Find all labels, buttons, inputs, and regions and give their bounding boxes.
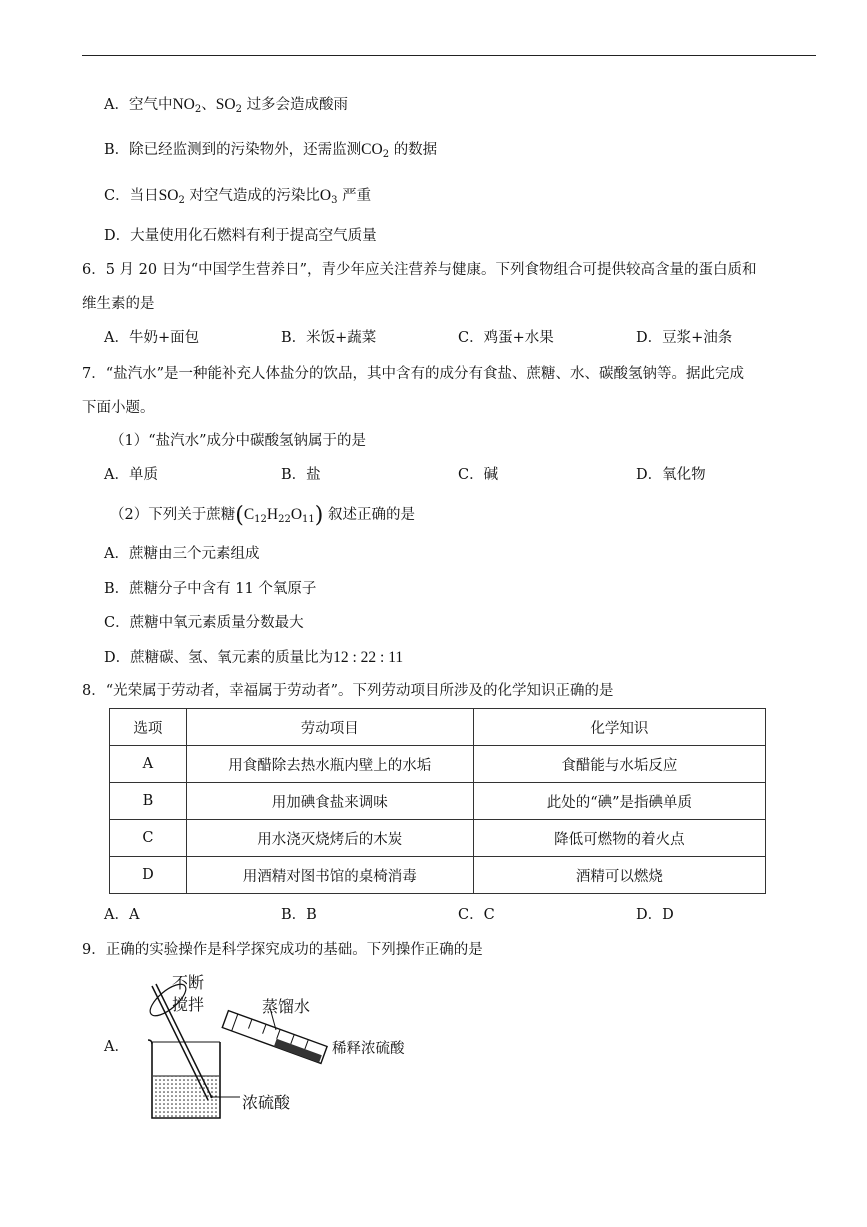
q7-sub2-option-c: C．蔗糖中氧元素质量分数最大 — [104, 615, 304, 631]
acid-label: 浓硫酸 — [242, 1093, 291, 1112]
table-cell: 酒精可以燃烧 — [473, 857, 765, 894]
q7-sub1-stem: （1）“盐汽水”成分中碳酸氢钠属于的是 — [110, 433, 367, 449]
q7-stem-line1: 7．“盐汽水”是一种能补充人体盐分的饮品，其中含有的成分有食盐、蔗糖、水、碳酸氢钠等。据此完成 — [82, 366, 745, 382]
q7-sub1-option-c: C．碱 — [458, 467, 499, 483]
q5-option-d: D．大量使用化石燃料有利于提高空气质量 — [104, 228, 377, 244]
table-cell: 此处的“碘”是指碘单质 — [473, 783, 765, 820]
water-label: 蒸馏水 — [262, 997, 311, 1016]
table-cell: 用加碘食盐来调味 — [186, 783, 473, 820]
q6-option-a: A．牛奶+面包 — [104, 330, 200, 346]
table-cell: 用水浇灭烧烤后的木炭 — [186, 820, 473, 857]
q7-sub2-option-d: D．蔗糖碳、氢、氧元素的质量比为12 : 22 : 11 — [104, 649, 404, 666]
q8-table — [109, 708, 766, 894]
q7-stem-line2: 下面小题。 — [82, 400, 155, 416]
table-row — [110, 857, 766, 894]
q6-option-c: C．鸡蛋+水果 — [458, 330, 554, 346]
table-row — [110, 783, 766, 820]
table-cell: A — [110, 746, 187, 783]
q8-option-b: B．B — [281, 907, 317, 923]
q7-sub2-option-a: A．蔗糖由三个元素组成 — [104, 546, 260, 562]
q6-stem-line2: 维生素的是 — [82, 296, 155, 312]
q7-sub1-option-a: A．单质 — [104, 467, 158, 483]
q8-option-d: D．D — [636, 907, 674, 923]
q7-sub2-stem: （2）下列关于蔗糖$(C_{12}H_{22}O_{11})$ 叙述正确的是 — [110, 503, 415, 528]
table-cell: 食醋能与水垢反应 — [473, 746, 765, 783]
q5-option-c: C．当日$SO_2$ 对空气造成的污染比$O_3$ 严重 — [104, 187, 372, 206]
q6-option-d: D．豆浆+油条 — [636, 330, 733, 346]
q6-option-b: B．米饭+蔬菜 — [281, 330, 377, 346]
header-rule — [82, 55, 816, 56]
q8-option-c: C．C — [458, 907, 495, 923]
q9-stem: 9．正确的实验操作是科学探究成功的基础。下列操作正确的是 — [82, 942, 483, 958]
table-header-row — [110, 709, 766, 746]
graduated-cylinder-icon — [222, 1011, 327, 1064]
table-cell: 降低可燃物的着火点 — [473, 820, 765, 857]
table-cell: B — [110, 783, 187, 820]
table-cell: 用食醋除去热水瓶内壁上的水垢 — [186, 746, 473, 783]
q8-stem: 8．“光荣属于劳动者，幸福属于劳动者”。下列劳动项目所涉及的化学知识正确的是 — [82, 683, 614, 699]
q5-option-b: B．除已经监测到的污染物外，还需监测$CO_2$ 的数据 — [104, 141, 438, 160]
q7-sub1-option-d: D．氧化物 — [636, 467, 706, 483]
q9-option-a-label: A． — [104, 1039, 129, 1055]
table-header-cell: 选项 — [110, 709, 187, 746]
stir-label-2: 搅拌 — [172, 995, 205, 1014]
table-header-cell: 化学知识 — [473, 709, 765, 746]
q7-sub1-option-b: B．盐 — [281, 467, 321, 483]
q5-option-a: A．空气中$NO_2$、$SO_2$ 过多会造成酸雨 — [104, 96, 349, 115]
table-row — [110, 746, 766, 783]
table-cell: D — [110, 857, 187, 894]
table-row — [110, 820, 766, 857]
q7-sub2-option-b: B．蔗糖分子中含有 11 个氧原子 — [104, 581, 317, 597]
q6-stem-line1: 6．5 月 20 日为“中国学生营养日”，青少年应关注营养与健康。下列食物组合可提供较高含量的蛋白质和 — [82, 262, 757, 278]
liquid-icon — [153, 1076, 219, 1117]
table-cell: C — [110, 820, 187, 857]
table-header-cell: 劳动项目 — [186, 709, 473, 746]
stir-label: 不断 — [172, 973, 205, 992]
q8-option-a: A．A — [104, 907, 140, 923]
figure-caption: 稀释浓硫酸 — [332, 1041, 405, 1057]
table-cell: 用酒精对图书馆的桌椅消毒 — [186, 857, 473, 894]
